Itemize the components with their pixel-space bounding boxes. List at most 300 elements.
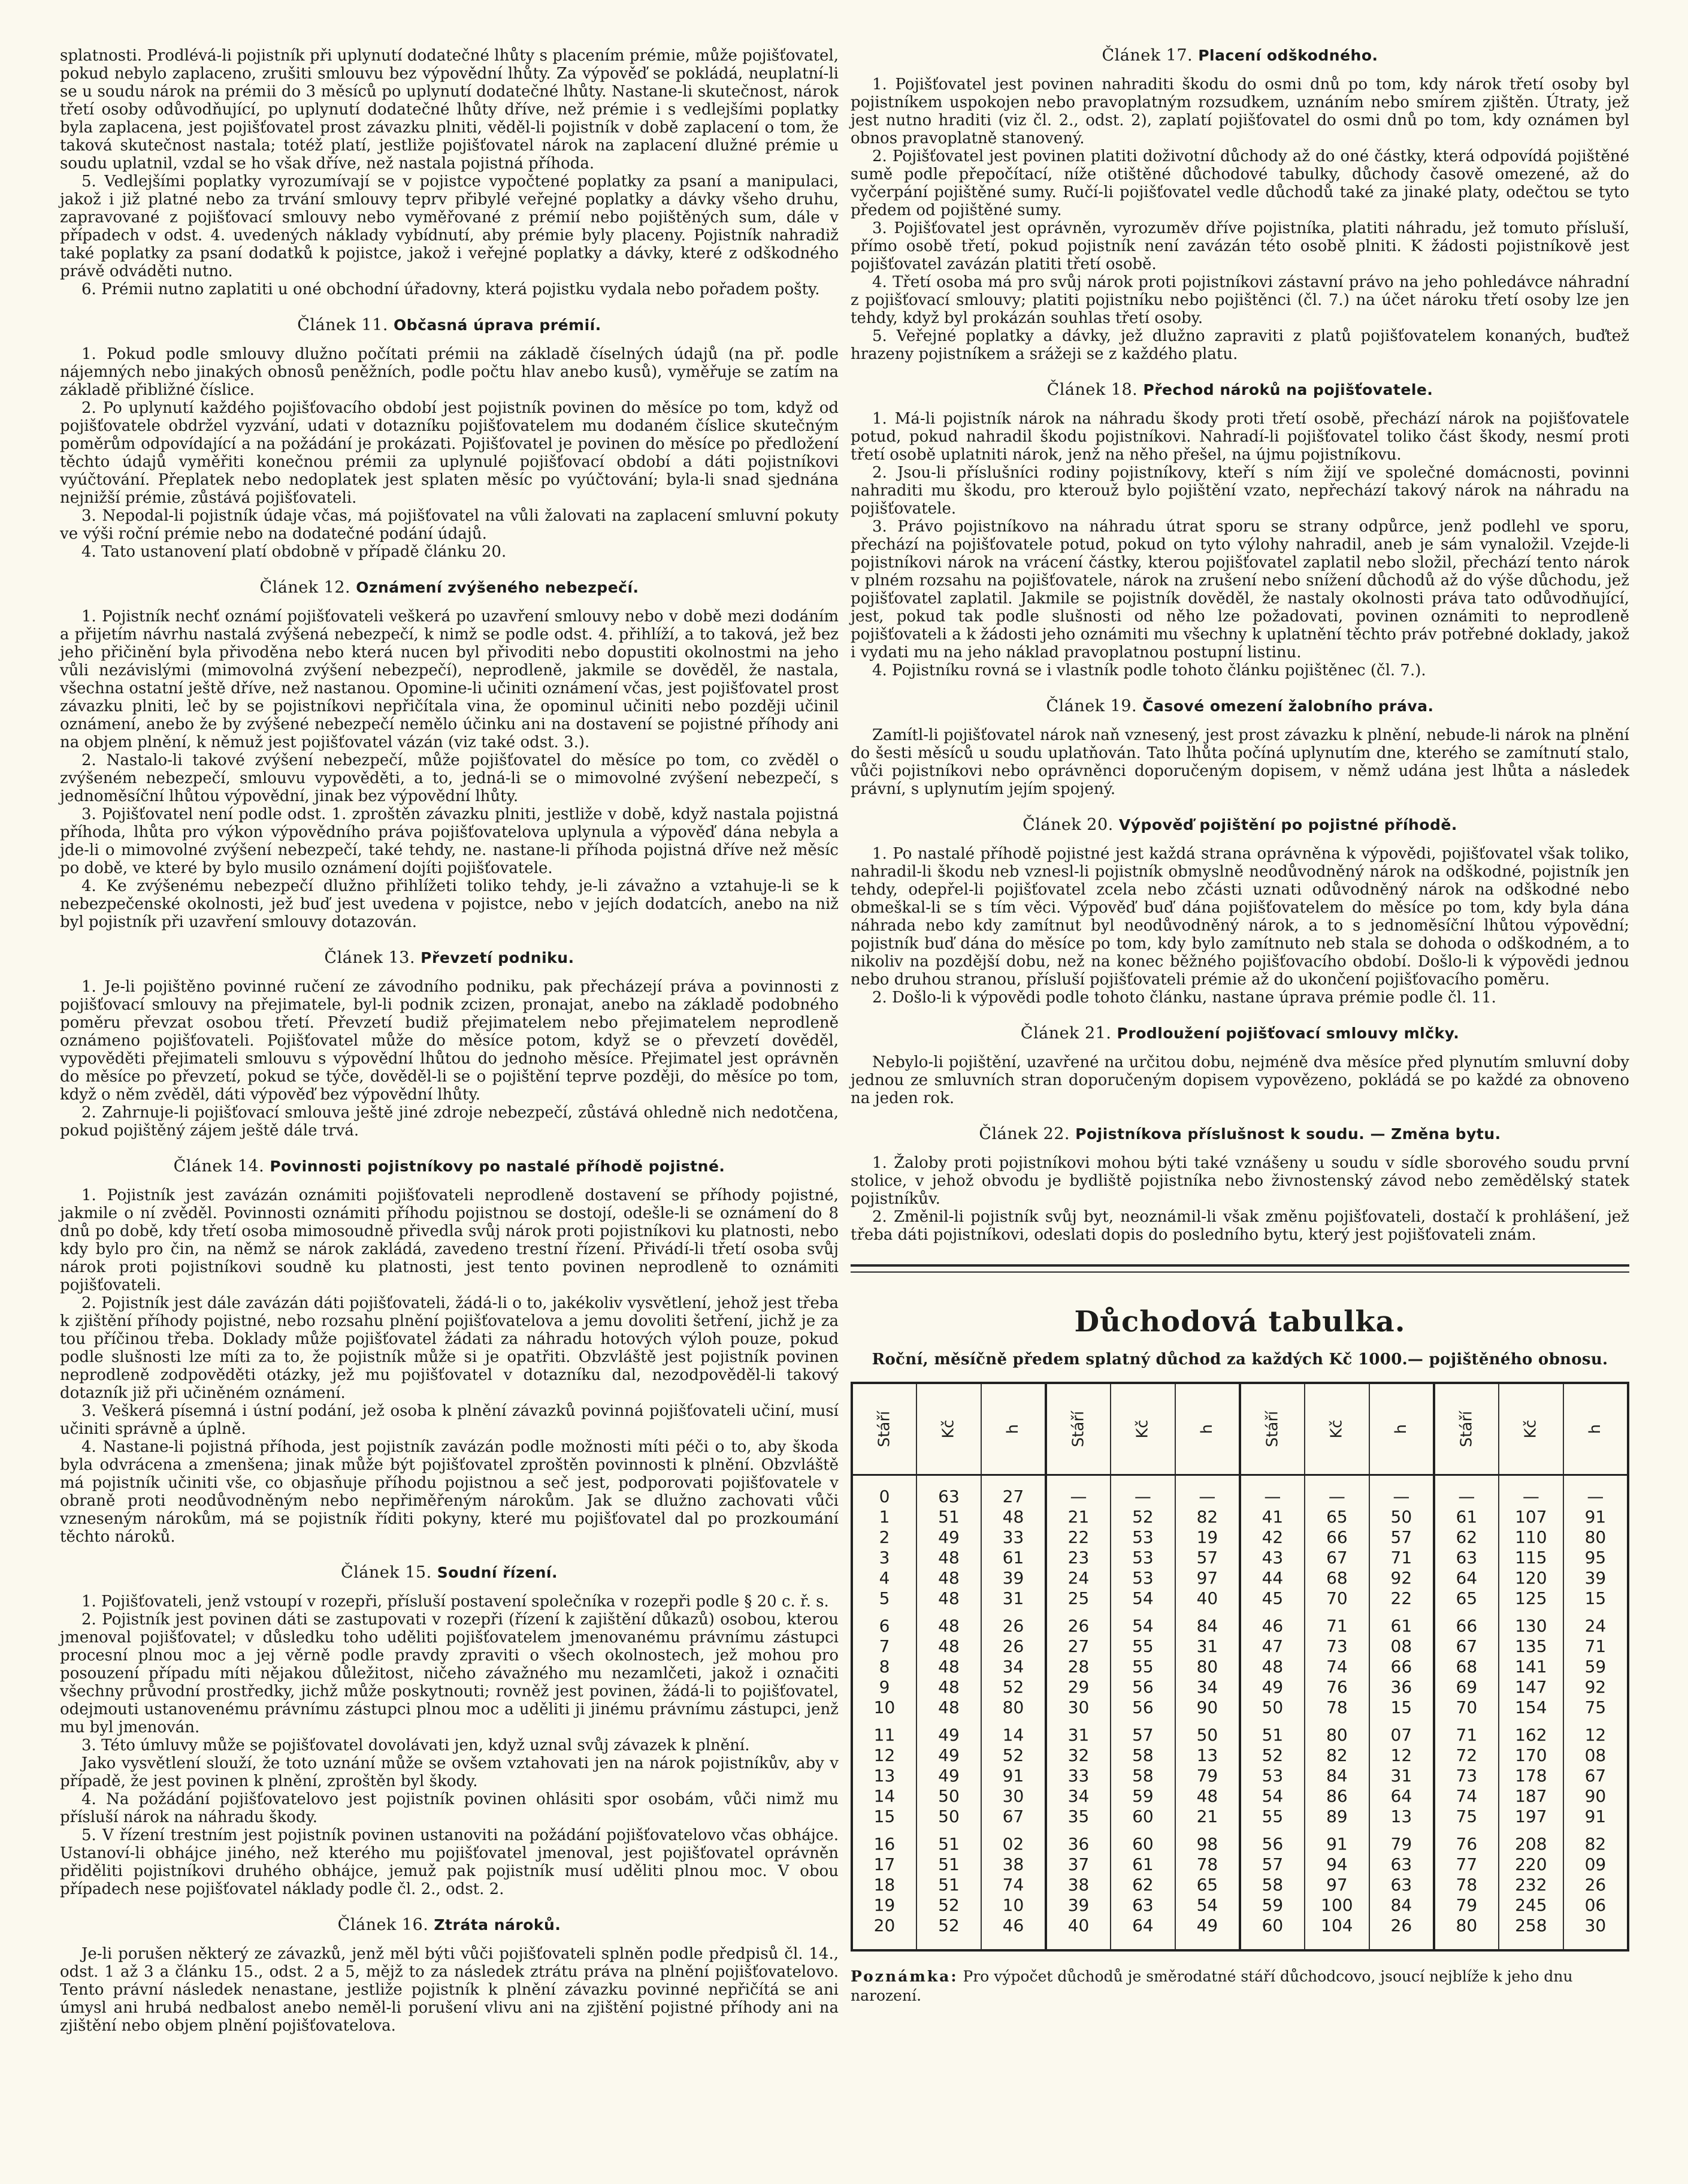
table-cell: 79 [1175, 1766, 1240, 1786]
article-number: Článek 16. [337, 1916, 429, 1934]
table-cell: 51 [916, 1507, 981, 1527]
table-cell: 24 [1584, 1616, 1607, 1636]
paragraph: 2. Došlo-li k výpovědi podle tohoto článku, nastane úprava prémie podle čl. 11. [872, 989, 1496, 1007]
table-row [852, 1745, 1628, 1766]
paragraph: 4. Tato ustanovení platí obdobně v případě článku 20. [81, 543, 507, 561]
table-cell: 162 [1499, 1718, 1563, 1745]
table-cell: 26 [981, 1636, 1046, 1657]
table-cell: 147 [1499, 1677, 1563, 1697]
table-cell: 13 [1175, 1745, 1240, 1766]
paragraph: 2. Změnil-li pojistník svůj byt, neoznámil-li však změnu pojišťovateli, dostačí k prohlášení, jež třeba dáti pojistníkovi, odeslati dopis do posledního bytu, který jest pojišťovateli znám. [851, 1208, 1629, 1244]
table-cell: 54 [1111, 1609, 1175, 1636]
column-header [1175, 1383, 1240, 1475]
table-cell: 74 [981, 1875, 1046, 1895]
table-cell: 48 [1175, 1786, 1240, 1807]
table-cell: 98 [1175, 1827, 1240, 1854]
table-cell: 67 [1305, 1548, 1369, 1568]
table-cell: 60 [1240, 1916, 1305, 1950]
table-cell: 48 [916, 1588, 981, 1609]
table-cell: 13 [852, 1766, 916, 1786]
table-cell: 63 [1111, 1895, 1175, 1916]
article-title: Placení odškodného. [1198, 47, 1378, 64]
table-cell: 55 [1111, 1657, 1175, 1677]
article-number: Článek 19. [1046, 697, 1138, 715]
paragraph: 2. Pojišťovatel jest povinen platiti doživotní důchody až do oné částky, která odpovídá pojištěné sumě podle přepočítací, níže otištěné důchodové tabulky, důchody časově omezené, až do vyčerpání pojištěné sumy. Ručí-li pojišťovatel vedle důchodů také za jinaké platy, odečtou se tyto předem od pojištěné sumy. [851, 147, 1629, 219]
table-cell: 29 [1046, 1677, 1111, 1697]
article-heading [851, 697, 1629, 715]
article-number: Článek 13. [324, 948, 416, 967]
table-cell: 130 [1499, 1609, 1563, 1636]
table-cell: 35 [1046, 1807, 1111, 1827]
article-number: Článek 17. [1102, 46, 1193, 65]
table-cell: 30 [981, 1786, 1046, 1807]
paragraph: 3. Právo pojistníkovo na náhradu útrat sporu se strany odpůrce, jenž podlehl ve sporu, přechází na pojišťovatele potud, pokud on tyto výlohy nahradil, aneb je sám vynaložil. Vzejde-li pojistníkovi nárok na vrácení částky, kterou pojišťovatel zaplatil nebo složil, přechází tento nárok v plném rozsahu na pojišťovatele, nárok na zrušení nebo snížení důchodů až do výše důchodu, jež pojišťovatel zaplatil. Jakmile se pojistník dověděl, že nastaly okolnosti práva tato odůvodňující, jest, pokud tak podle slušnosti od něho lze požadovati, povinen oznámiti to neprodleně pojišťovateli a k žádosti jeho oznámiti mu všechny k uplatnění těchto práv potřebné doklady, jakož i vydati mu na jeho náklad pravoplatnou postupní listinu. [851, 518, 1629, 661]
table-cell: 57 [1111, 1718, 1175, 1745]
table-cell: 100 [1305, 1895, 1369, 1916]
table-cell: 14 [852, 1786, 916, 1807]
table-cell: 48 [916, 1657, 981, 1677]
table-cell: 22 [1369, 1588, 1434, 1609]
table-cell: 52 [981, 1745, 1046, 1766]
table-cell: 32 [1046, 1745, 1111, 1766]
table-cell: 65 [1434, 1588, 1499, 1609]
table-cell: 66 [1305, 1527, 1369, 1548]
table-cell: 15 [852, 1807, 916, 1827]
table-cell: 02 [981, 1827, 1046, 1854]
table-cell: 54 [1111, 1588, 1175, 1609]
table-cell: 76 [1305, 1677, 1369, 1697]
table-cell: 90 [1584, 1786, 1607, 1806]
table-cell: 58 [1111, 1745, 1175, 1766]
table-cell: 16 [852, 1827, 916, 1854]
paragraph: 5. Vedlejšími poplatky vyrozumívají se v pojistce vypočtené poplatky za psaní a manipulaci, jakož i již platné nebo za trvání smlouvy teprv přibylé veřejné poplatky a dávky všeho druhu, zapravované z pojišťovací smlouvy nebo vyměřované z prémií nebo pojištěných sum, dále v případech v odst. 4. uvedených náklady vybídnutí, aby prémie byly placeny. Pojistník nahradiž také poplatky za psaní dodatků k pojistce, jakož i veřejné poplatky a dávky, které z odškodného právě odváděti nutno. [60, 173, 839, 280]
article-number: Článek 12. [259, 578, 351, 597]
table-cell: 82 [1175, 1507, 1240, 1527]
table-cell: 62 [1111, 1875, 1175, 1895]
column-header-label: Kč [1327, 1419, 1346, 1439]
table-cell: 4 [852, 1568, 916, 1588]
table-cell: 24 [1046, 1568, 1111, 1588]
table-cell: 74 [1434, 1786, 1499, 1807]
column-header [1305, 1383, 1369, 1475]
table-cell: 75 [1434, 1807, 1499, 1827]
article-heading [851, 1125, 1629, 1143]
table-cell: 65 [1305, 1507, 1369, 1527]
table-cell: 34 [981, 1657, 1046, 1677]
table-cell: 84 [1305, 1766, 1369, 1786]
table-cell: 49 [916, 1527, 981, 1548]
table-cell: 26 [1584, 1875, 1607, 1895]
table-cell: 7 [852, 1636, 916, 1657]
table-cell: 38 [981, 1854, 1046, 1875]
article-number: Článek 18. [1046, 380, 1138, 399]
table-cell: 80 [1305, 1718, 1369, 1745]
table-cell: 36 [1046, 1827, 1111, 1854]
table-title: Důchodová tabulka. [1074, 1305, 1406, 1339]
table-cell: 56 [1111, 1697, 1175, 1718]
table-cell: 71 [1305, 1609, 1369, 1636]
table-cell: 71 [1369, 1548, 1434, 1568]
table-cell: 31 [981, 1588, 1046, 1609]
table-cell: 55 [1240, 1807, 1305, 1827]
paragraph: 1. Je-li pojištěno povinné ručení ze závodního podniku, pak přecházejí práva a povinnosti z pojišťovací smlouvy na přejimatele, byl-li podnik zcizen, pronajat, anebo na základě podobného poměru převzat osobou třetí. Převzetí budiž přejimatelem nebo přejimatelem neprodleně oznámeno pojišťovateli. Pojišťovatel může do měsíce potom, když se o převzetí dověděl, vypověděti přejimateli smlouvu s výpovědní lhůtou do jednoho měsíce. Přejimatel jest oprávněn do měsíce po převzetí, pokud se týče, dověděl-li se o pojištění teprve později, do měsíce po tom, když o něm zvěděl, dáti výpověď bez výpovědní lhůty. [60, 978, 839, 1104]
table-cell: 79 [1369, 1827, 1434, 1854]
paragraph: 4. Ke zvýšenému nebezpečí dlužno přihlížeti toliko tehdy, je-li závažno a vztahuje-li se k nebezpečenské okolnosti, jež buď jest uvedena v pojistce, nebo v jejích dodatcích, anebo na niž byl pojistník při uzavření smlouvy dotazován. [60, 877, 839, 931]
table-cell: 6 [852, 1609, 916, 1636]
table-cell: 06 [1584, 1895, 1607, 1915]
table-cell: 80 [1175, 1657, 1240, 1677]
table-cell: 39 [981, 1568, 1046, 1588]
paragraph: 5. Veřejné poplatky a dávky, jež dlužno zapraviti z platů pojišťovatelem konaných, buďtež hrazeny pojistníkem a srážeji se z každého platu. [851, 327, 1629, 363]
table-cell: 64 [1111, 1916, 1175, 1950]
table-row [852, 1718, 1628, 1745]
table-cell: 53 [1111, 1548, 1175, 1568]
table-row [852, 1697, 1628, 1718]
table-cell: 63 [1434, 1548, 1499, 1568]
paragraph: 2. Zahrnuje-li pojišťovací smlouva ještě jiné zdroje nebezpečí, zůstává ohledně nich nedotčena, pokud pojištěný zájem ještě dále trvá. [60, 1104, 839, 1140]
table-cell: 91 [981, 1766, 1046, 1786]
column-header [1111, 1383, 1175, 1475]
table-cell: 12 [1584, 1725, 1607, 1745]
table-cell: 52 [981, 1677, 1046, 1697]
table-cell: 31 [1046, 1718, 1111, 1745]
table-cell: 12 [852, 1745, 916, 1766]
paragraph: 3. Pojišťovatel jest oprávněn, vyrozuměv dříve pojistníka, platiti náhradu, jež tomuto přísluší, přímo osobě třetí, pokud pojistník není zavázán této osobě plniti. K žádosti pojistníkově jest pojišťovatel zavázán platiti třetí osobě. [851, 219, 1629, 273]
article-heading [60, 579, 839, 597]
paragraph: 2. Nastalo-li takové zvýšení nebezpečí, může pojišťovatel do měsíce po tom, co zvěděl o zvýšeném nebezpečí, smlouvu vypověděti, a to, jedná-li se o mimovolné zvýšení nebezpečí, s jednoměsíční lhůtou výpovědní, jinak bez výpovědní lhůty. [60, 751, 839, 805]
table-cell: 63 [916, 1475, 981, 1508]
paragraph: 3. Veškerá písemná i ústní podání, jež osoba k plnění závazků povinná pojišťovateli učiní, musí učiniti správně a úplně. [60, 1402, 839, 1438]
table-cell: 54 [1175, 1895, 1240, 1916]
table-cell: 57 [1175, 1548, 1240, 1568]
table-row [852, 1475, 1628, 1508]
table-cell: 0 [852, 1475, 916, 1508]
table-cell: 51 [916, 1875, 981, 1895]
table-row [852, 1636, 1628, 1657]
table-cell: 52 [916, 1895, 981, 1916]
paragraph: 4. Třetí osoba má pro svůj nárok proti pojistníkovi zástavní právo na jeho pohledávce náhradní z pojišťovací smlouvy; platiti pojistníku nebo pojištěnci (čl. 7.) na účet nároku třetí osoby lze jen tehdy, když byl prokázán souhlas třetí osoby. [851, 273, 1629, 327]
table-cell: 1 [852, 1507, 916, 1527]
table-cell: 115 [1499, 1548, 1563, 1568]
table-cell: 49 [1175, 1916, 1240, 1950]
paragraph: Jako vysvětlení slouží, že toto uznání může se ovšem vztahovati jen na nárok pojistníkův, aby v případě, že jest povinen k plnění, zproštěn byl škody. [60, 1754, 839, 1790]
article-heading [60, 949, 839, 967]
article-title: Ztráta nároků. [434, 1916, 561, 1934]
table-cell: 56 [1240, 1827, 1305, 1854]
article-number: Článek 22. [979, 1125, 1070, 1143]
table-cell: 28 [1046, 1657, 1111, 1677]
table-cell: 232 [1499, 1875, 1563, 1895]
table-cell: 187 [1499, 1786, 1563, 1807]
column-header-label: h [1392, 1424, 1411, 1434]
table-cell: 245 [1499, 1895, 1563, 1916]
table-cell: 120 [1499, 1568, 1563, 1588]
table-row [852, 1786, 1628, 1807]
table-cell: 51 [1240, 1718, 1305, 1745]
paragraph: 1. Pokud podle smlouvy dlužno počítati prémii na základě číselných údajů (na př. podle nájemných nebo jinakých obnosů peněžních, podle počtu hlav anebo kusů), vyměřuje se zatím na základě přibližné číslice. [60, 345, 839, 399]
table-cell: 50 [916, 1786, 981, 1807]
table-cell: 2 [852, 1527, 916, 1548]
table-cell: 91 [1584, 1507, 1607, 1527]
table-cell: 44 [1240, 1568, 1305, 1588]
table-cell: 10 [852, 1697, 916, 1718]
table-row [852, 1807, 1628, 1827]
column-header [981, 1383, 1046, 1475]
article-title: Výpověď pojištění po pojistné příhodě. [1118, 816, 1457, 833]
table-cell: 86 [1305, 1786, 1369, 1807]
table-cell: 33 [981, 1527, 1046, 1548]
table-cell: 13 [1369, 1807, 1434, 1827]
paragraph: Nebylo-li pojištění, uzavřené na určitou dobu, nejméně dva měsíce před plynutím smluvní doby jednou ze smluvních stran doporučeným dopisem vypovězeno, pokládá se po každé za obnoveno na jeden rok. [851, 1053, 1629, 1107]
table-cell: 40 [1175, 1588, 1240, 1609]
column-header-label: Kč [939, 1419, 958, 1439]
table-cell: 49 [916, 1718, 981, 1745]
table-cell: 76 [1434, 1827, 1499, 1854]
table-cell: 61 [1111, 1854, 1175, 1875]
paragraph: Zamítl-li pojišťovatel nárok naň vznesený, jest prost závazku k plnění, nebude-li nárok na plnění do šesti měsíců u soudu uplatňován. Tato lhůta počíná uplynutím dne, kterého se zamítnutí stalo, vůči pojistníkovi nebo oprávněnci doporučeným dopisem, v němž udána jest lhůta a následek právní, s uplynutím jejím spojený. [851, 726, 1629, 798]
table-cell: 69 [1434, 1677, 1499, 1697]
table-cell: 66 [1369, 1657, 1434, 1677]
table-cell: 74 [1305, 1657, 1369, 1677]
table-cell: 61 [1369, 1609, 1434, 1636]
table-cell: 3 [852, 1548, 916, 1568]
table-cell: 70 [1305, 1588, 1369, 1609]
table-cell: — [1175, 1475, 1240, 1508]
table-cell: 52 [916, 1916, 981, 1950]
table-cell: 14 [981, 1718, 1046, 1745]
article-number: Článek 14. [173, 1157, 265, 1176]
table-cell: 56 [1111, 1677, 1175, 1697]
table-cell: 107 [1499, 1507, 1563, 1527]
table-cell: 18 [852, 1875, 916, 1895]
table-row [852, 1657, 1628, 1677]
table-cell: 75 [1584, 1697, 1607, 1717]
table-cell: 57 [1240, 1854, 1305, 1875]
article-heading [60, 1916, 839, 1934]
article-number: Článek 15. [341, 1563, 432, 1582]
section-divider [851, 1271, 1629, 1273]
table-cell: 91 [1305, 1827, 1369, 1854]
table-cell: 23 [1046, 1548, 1111, 1568]
article-title: Soudní řízení. [437, 1564, 558, 1581]
table-cell: 55 [1111, 1636, 1175, 1657]
table-cell: 19 [852, 1895, 916, 1916]
table-cell: 5 [852, 1588, 916, 1609]
table-row [852, 1827, 1628, 1854]
table-cell: — [1240, 1475, 1305, 1508]
table-cell: 208 [1499, 1827, 1563, 1854]
table-cell: 70 [1434, 1697, 1499, 1718]
table-cell: 27 [1046, 1636, 1111, 1657]
table-cell: 46 [1240, 1609, 1305, 1636]
table-cell: 07 [1369, 1718, 1434, 1745]
column-header-label: h [1198, 1424, 1217, 1434]
column-header [1240, 1383, 1305, 1475]
paragraph: 3. Pojišťovatel není podle odst. 1. zproštěn závazku plniti, jestliže v době, když nastala pojistná příhoda, lhůta pro výkon výpovědního práva pojišťovatelova uplynula a výpověď dána nebyla a jde-li o mimovolné zvýšení nebezpečí, také tehdy, ne. nastane-li příhoda pojistná dříve než měsíc po době, ve které by bylo musilo oznámení dojíti pojišťovatele. [60, 805, 839, 877]
table-cell: 26 [1046, 1609, 1111, 1636]
table-cell: 26 [1369, 1916, 1434, 1950]
paragraph: 3. Této úmluvy může se pojišťovatel dovolávati jen, když uznal svůj závazek k plnění. [81, 1736, 750, 1754]
table-row [852, 1568, 1628, 1588]
paragraph: 2. Pojistník jest dále zavázán dáti pojišťovateli, žádá-li o to, jakékoliv vysvětlení, jehož jest třeba k zjištění příhody pojistné, nebo rozsahu plnění pojišťovatelova a jemu dovoliti šetření, jichž je za tou příčinou třeba. Doklady může pojišťovatel žádati za náhradu hotových výloh pouze, pokud podle slušnosti lze míti za to, že pojistník může si je opatřiti. Obzvláště jest pojistník povinen neprodleně zodpověděti otázky, jež mu pojišťovatel v dotazníku dal, nezodpověděl-li takový dotazník již při učiněném oznámení. [60, 1294, 839, 1402]
article-title: Pojistníkova příslušnost k soudu. — Změna bytu. [1075, 1125, 1501, 1143]
table-row [852, 1609, 1628, 1636]
table-cell: 30 [1046, 1697, 1111, 1718]
column-header [852, 1383, 916, 1475]
table-cell: — [1587, 1487, 1604, 1506]
column-header [1434, 1383, 1499, 1475]
table-cell: 48 [1240, 1657, 1305, 1677]
table-cell: 45 [1240, 1588, 1305, 1609]
table-cell: 80 [1434, 1916, 1499, 1950]
table-cell: 78 [1434, 1875, 1499, 1895]
table-cell: 63 [1369, 1875, 1434, 1895]
table-cell: 11 [852, 1718, 916, 1745]
table-note [851, 1967, 1629, 2005]
note-label: Poznámka: [851, 1968, 958, 1985]
table-cell: 78 [1175, 1854, 1240, 1875]
article-title: Prodloužení pojišťovací smlouvy mlčky. [1117, 1025, 1460, 1042]
table-cell: 65 [1175, 1875, 1240, 1895]
table-cell: 84 [1369, 1895, 1434, 1916]
table-cell: 62 [1434, 1527, 1499, 1548]
table-cell: 60 [1111, 1827, 1175, 1854]
table-cell: 57 [1369, 1527, 1434, 1548]
table-cell: 25 [1046, 1588, 1111, 1609]
table-cell: 50 [1240, 1697, 1305, 1718]
paragraph: Je-li porušen některý ze závazků, jenž měl býti vůči pojišťovateli splněn podle předpisů čl. 14., odst. 1 až 3 a článku 15., odst. 2 a 5, mějž to za následek ztrátu práva na plnění pojišťovatelovo. Tento právní následek nenastane, jestliže pojistník k plnění závazku povinné nepřičítá se ani úmysl ani hrubá nedbalost anebo neměl-li porušení vlivu ani na zjištění pojistné příhody ani na zjištění nebo objem plnění pojišťovatelova. [60, 1945, 839, 2035]
table-cell: 67 [1434, 1636, 1499, 1657]
table-cell: 60 [1111, 1807, 1175, 1827]
paragraph: 1. Po nastalé příhodě pojistné jest každá strana oprávněna k výpovědi, pojišťovatel však toliko, nahradil-li škodu neb vznesl-li pojistník obmyslně neodůvodněný nárok na odškodné, pojistník jen tehdy, odepřel-li pojišťovatel zcela nebo zčásti uznati odůvodněný nárok na odškodné nebo obmeškal-li se s tím věci. Výpověď buď dána pojišťovatelem do měsíce po tom, kdy byla dána náhrada nebo kdy zamítnut byl neodůvodněný nárok, a to s jednoměsíční lhůtou výpovědní; pojistník buď dána do měsíce po tom, kdy bylo zamítnuto neb stala se dohoda o odškodném, a to nikoliv na pozdější dobu, než na konec běžného pojišťovacího období. Došlo-li k výpovědi jednou nebo druhou stranou, přísluší pojišťovateli prémie až do ukončení pojišťovacího poměru. [851, 845, 1629, 989]
table-cell: 66 [1434, 1609, 1499, 1636]
column-header-label: Kč [1521, 1419, 1540, 1439]
table-cell: 92 [1584, 1677, 1607, 1697]
column-header [916, 1383, 981, 1475]
article-number: Článek 21. [1020, 1024, 1112, 1043]
article-title: Povinnosti pojistníkovy po nastalé příhodě pojistné. [270, 1158, 725, 1175]
table-row [852, 1527, 1628, 1548]
table-cell: 09 [1584, 1854, 1607, 1874]
table-cell: — [1434, 1475, 1499, 1508]
article-heading [851, 47, 1629, 65]
right-column [851, 47, 1629, 2005]
table-cell: 80 [1584, 1527, 1607, 1547]
paragraph: 4. Na požádání pojišťovatelovo jest pojistník povinen ohlásiti spor osobám, vůči nimž mu přísluší nárok na náhradu škody. [60, 1790, 839, 1826]
table-row [852, 1548, 1628, 1568]
table-cell: 17 [852, 1854, 916, 1875]
table-cell: 48 [916, 1677, 981, 1697]
table-cell: 89 [1305, 1807, 1369, 1827]
article-heading [851, 1025, 1629, 1043]
left-column [60, 47, 839, 2035]
table-cell: 64 [1434, 1568, 1499, 1588]
table-cell: 80 [981, 1697, 1046, 1718]
table-cell: 9 [852, 1677, 916, 1697]
section-divider [851, 1264, 1629, 1267]
table-cell: 154 [1499, 1697, 1563, 1718]
table-cell: 50 [1175, 1718, 1240, 1745]
table-cell: 71 [1584, 1636, 1607, 1656]
table-row [852, 1854, 1628, 1875]
table-cell: 48 [916, 1697, 981, 1718]
table-cell: 141 [1499, 1657, 1563, 1677]
article-number: Článek 11. [297, 316, 388, 334]
table-cell: 92 [1369, 1568, 1434, 1588]
column-header-label: Kč [1133, 1419, 1152, 1439]
table-cell: 79 [1434, 1895, 1499, 1916]
table-cell: 72 [1434, 1745, 1499, 1766]
table-cell: 31 [1369, 1766, 1434, 1786]
table-cell: 220 [1499, 1854, 1563, 1875]
table-cell: 258 [1499, 1916, 1563, 1950]
table-cell: 197 [1499, 1807, 1563, 1827]
table-cell: 58 [1111, 1766, 1175, 1786]
table-header-row [852, 1383, 1628, 1475]
paragraph: 6. Prémii nutno zaplatiti u oné obchodní úřadovny, která pojistku vydala nebo pořadem pošty. [81, 280, 820, 298]
table-cell: 61 [981, 1548, 1046, 1568]
table-cell: 51 [916, 1854, 981, 1875]
table-cell: 82 [1305, 1745, 1369, 1766]
table-cell: 82 [1584, 1834, 1607, 1854]
article-title: Převzetí podniku. [421, 949, 574, 966]
table-cell: — [1499, 1475, 1563, 1508]
table-cell: 51 [916, 1827, 981, 1854]
article-heading [851, 381, 1629, 399]
table-cell: 52 [1111, 1507, 1175, 1527]
table-cell: — [1111, 1475, 1175, 1508]
paragraph: 1. Pojišťovatel jest povinen nahraditi škodu do osmi dnů po tom, kdy nárok třetí osoby byl pojistníkem uspokojen nebo pravoplatným rozsudkem, uznáním nebo smírem zjištěn. Útraty, jež jest nutno hraditi (viz čl. 2., odst. 2), zaplatí pojišťovatel do osmi dnů po tom, kdy oznámen byl obnos pravoplatně stanovený. [851, 75, 1629, 147]
paragraph: 2. Po uplynutí každého pojišťovacího období jest pojistník povinen do měsíce po tom, když od pojišťovatele obdržel vyzvání, udati v dotazníku pojišťovatelem mu dodaném číslice skutečným poměrům odpovídající a na požádání je prokázati. Pojišťovatel je povinen do měsíce po předložení těchto údajů vyměřiti konečnou prémii za uplynulé pojišťovací období a dáti pojistníkovi vyúčtování. Přeplatek nebo nedoplatek jest splaten měsíc po vyúčtování; byla-li snad sjednána nejnižší prémie, zůstává pojišťovateli. [60, 399, 839, 507]
table-cell: 50 [1369, 1507, 1434, 1527]
table-cell: 97 [1305, 1875, 1369, 1895]
table-cell: 33 [1046, 1766, 1111, 1786]
table-cell: 58 [1240, 1875, 1305, 1895]
table-cell: 91 [1584, 1807, 1607, 1826]
table-cell: 77 [1434, 1854, 1499, 1875]
table-cell: 63 [1369, 1854, 1434, 1875]
table-cell: 52 [1240, 1745, 1305, 1766]
paragraph: 5. V řízení trestním jest pojistník povinen ustanoviti na požádání pojišťovatelovo včas obhájce. Ustanoví-li obhájce jiného, než kterého mu pojišťovatel jmenoval, jest pojišťovatel oprávněn přiděliti pojistníkovi druhého obhájce, jemuž pak pojistník musí uděliti plnou moc. V obou případech nese pojišťovatel náklady podle čl. 2., odst. 2. [60, 1826, 839, 1898]
paragraph: 1. Pojistník jest zavázán oznámiti pojišťovateli neprodleně dostavení se příhody pojistné, jakmile o ní zvěděl. Povinnosti oznámiti příhodu pojistnou se dostojí, odešle-li se oznámení do 8 dnů po době, kdy třetí osoba mimosoudně přivedla svůj nárok proti pojistníkovi ku platnosti, nebo kdy bylo pro čin, na němž se nárok zakládá, zavedeno trestní řízení. Přivádí-li třetí osoba svůj nárok proti pojistníkovi soudně ku platnosti, jest tento povinen neprodleně to oznámiti pojišťovateli. [60, 1186, 839, 1294]
column-header-label: Stáří [1457, 1410, 1476, 1448]
table-row [852, 1766, 1628, 1786]
paragraph: 2. Pojistník jest povinen dáti se zastupovati v rozepři (řízení k zajištění důkazů) osobou, kterou jmenoval pojišťovatel; v důsledku toho uděliti pojišťovatelem jmenovanému právnímu zástupci procesní plnou moc a jej věrně podle pravdy zpraviti o všech okolnostech, jež mohou pro posouzení případu míti nějakou důležitost, ničeho závažného mu nezamlčeti, jakož i označiti všechny průvodní prostředky, jichž může poskytnouti; rovněž jest povinen, žádá-li to pojišťovatel, odejmouti ustanovenému právnímu zástupci plnou moc a uděliti ji jinému právnímu zástupci, jenž mu byl jmenován. [60, 1611, 839, 1736]
table-row [852, 1507, 1628, 1527]
table-cell: — [1305, 1475, 1369, 1508]
table-cell: 78 [1305, 1697, 1369, 1718]
table-cell: 21 [1175, 1807, 1240, 1827]
table-cell: 53 [1240, 1766, 1305, 1786]
paragraph: 2. Jsou-li příslušníci rodiny pojistníkovy, kteří s ním žijí ve společné domácnosti, povinni nahraditi mu škodu, pro kterouž bylo pojištění vzato, nepřechází takový nárok na náhradu na pojišťovatele. [851, 464, 1629, 518]
table-cell: 95 [1584, 1548, 1607, 1567]
paragraph: 1. Žaloby proti pojistníkovi mohou býti také vznášeny u soudu v sídle sborového soudu první stolice, v jehož obvodu je bydliště pojistníka nebo živnostenský závod nebo zemědělský statek pojistníkův. [851, 1154, 1629, 1208]
column-header-label: Stáří [1069, 1410, 1088, 1448]
table-cell: 37 [1046, 1854, 1111, 1875]
table-cell: 20 [852, 1916, 916, 1950]
table-cell: — [1369, 1475, 1434, 1508]
table-cell: 46 [981, 1916, 1046, 1950]
table-cell: 48 [916, 1609, 981, 1636]
annuity-table [851, 1382, 1629, 1952]
paragraph: 4. Nastane-li pojistná příhoda, jest pojistník zavázán podle možnosti míti péči o to, aby škoda byla odvrácena a zmenšena; jinak může být pojišťovatel zproštěn povinnosti k plnění. Obzvláště má pojistník učiniti vše, co objasňuje příhodu pojistnou a seč jest, podporovati pojišťovatele v obraně proti neodůvodněným nebo nepřiměřeným nárokům. Jak se dlužno zachovati vůči vzneseným nárokům, má se pojistník říditi pokyny, které mu pojišťovatel dal po prozkoumání těchto nároků. [60, 1438, 839, 1546]
table-cell: 49 [1240, 1677, 1305, 1697]
table-cell: 21 [1046, 1507, 1111, 1527]
paragraph: splatnosti. Prodlévá-li pojistník při uplynutí dodatečné lhůty s placením prémie, může pojišťovatel, pokud nebylo zaplaceno, zrušiti smlouvu bez výpovědní lhůty. Za výpověď se pokládá, neuplatní-li se u soudu nárok na prémii do 3 měsíců po uplynutí dodatečné lhůty. Nastane-li skutečnost, nárok třetí osoby odůvodňující, po uplynutí dodatečné lhůty dříve, než prémie i s vedlejšími poplatky byla zaplacena, jest pojišťovatel prost závazku plniti, věděl-li pojistník v době zaplacení o tom, že taková skutečnost nastala; totéž platí, jestliže pojišťovatel nárok na zaplacení dlužné prémie u soudu uplatnil, vzdal se ho však dříve, než nastala pojistná příhoda. [60, 47, 839, 173]
table-cell: 40 [1046, 1916, 1111, 1950]
table-cell: 53 [1111, 1527, 1175, 1548]
article-title: Občasná úprava prémií. [394, 316, 601, 334]
